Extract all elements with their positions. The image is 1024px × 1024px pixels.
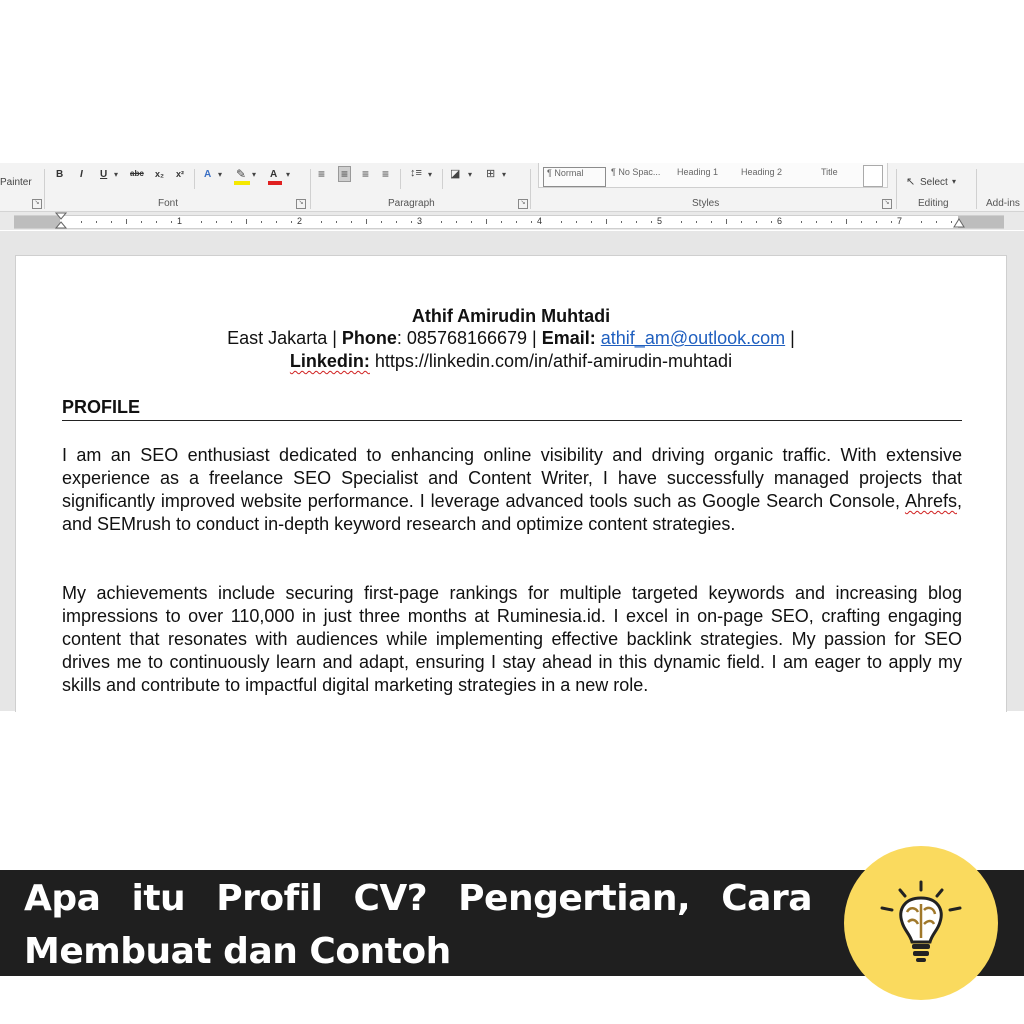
ribbon-separator [976, 169, 977, 209]
ruler-tick [441, 221, 442, 223]
ruler-number: 7 [897, 216, 903, 226]
ribbon-separator [194, 169, 195, 189]
ruler-tick [291, 221, 292, 223]
format-painter-button[interactable]: Painter [0, 177, 32, 188]
shading-icon[interactable]: ◪ [450, 168, 461, 180]
select-button[interactable]: Select [920, 177, 948, 188]
ruler-tick [951, 221, 952, 223]
section-heading: PROFILE [62, 397, 962, 421]
ruler-area [0, 212, 1024, 230]
styles-scroll-button[interactable] [863, 165, 883, 187]
ruler-tick [741, 221, 742, 223]
ruler-tick [621, 221, 622, 223]
style-normal[interactable]: ¶ Normal [543, 167, 606, 187]
style-title[interactable]: Title [821, 167, 838, 177]
ruler-tick [501, 221, 502, 223]
editing-group-label: Editing [918, 198, 949, 209]
phone-value: : 085768166679 [396, 328, 528, 348]
ruler-tick [381, 221, 382, 223]
ruler-tick [876, 221, 877, 223]
ruler-tick [486, 219, 487, 224]
profile-paragraph [62, 444, 962, 536]
ruler-tick [801, 221, 802, 223]
spelling-error-word[interactable]: Ahrefs [904, 491, 957, 511]
ruler-tick [831, 221, 832, 223]
ruler-tick [261, 221, 262, 223]
subscript-button[interactable]: x₂ [155, 169, 165, 179]
ribbon [0, 163, 1024, 212]
highlight-icon[interactable]: ✎ [236, 167, 247, 181]
document-page[interactable] [15, 255, 1007, 712]
ruler-number: 5 [657, 216, 663, 226]
ruler-tick [366, 219, 367, 224]
ruler-tick [81, 221, 82, 223]
ribbon-separator [44, 169, 45, 209]
ruler-number: 3 [417, 216, 423, 226]
style-heading-2[interactable]: Heading 2 [741, 167, 783, 177]
style-heading-1[interactable]: Heading 1 [677, 167, 719, 177]
linkedin-label: Linkedin: [289, 351, 370, 371]
highlight-color-bar [234, 181, 250, 185]
paragraph-text: , and SEMrush to conduct in-depth keyword research and optimize content strategies. [62, 491, 962, 534]
ruler-tick [351, 221, 352, 223]
font-group-label: Font [158, 198, 179, 209]
ruler-tick [156, 221, 157, 223]
ruler-tick [846, 219, 847, 224]
ruler-tick [726, 219, 727, 224]
location-text: East Jakarta [227, 328, 328, 348]
chevron-down-icon[interactable]: ▾ [428, 170, 433, 179]
ruler-tick [606, 219, 607, 224]
chevron-down-icon[interactable]: ▾ [114, 170, 119, 179]
ruler-tick [921, 221, 922, 223]
ruler-tick [651, 221, 652, 223]
ruler-tick [711, 221, 712, 223]
chevron-down-icon[interactable]: ▾ [468, 170, 473, 179]
ruler-tick [861, 221, 862, 223]
bold-button[interactable]: B [56, 169, 64, 180]
ruler-tick [111, 221, 112, 223]
chevron-down-icon[interactable]: ▾ [218, 170, 223, 179]
styles-group-label: Styles [692, 198, 720, 209]
right-indent-marker-icon[interactable] [953, 218, 965, 230]
resume-name: Athif Amirudin Muhtadi [411, 306, 611, 326]
ruler-tick [576, 221, 577, 223]
styles-gallery[interactable] [538, 163, 888, 188]
paragraph-text: I am an SEO enthusiast dedicated to enhancing online visibility and driving organic traffic. With extensive experience as a freelance SEO Specialist and Content Writer, I have successfully managed projects that significantly improved website performance. I leverage advanced tools such as Google Search Console, [62, 445, 962, 511]
ruler-tick [321, 221, 322, 223]
ribbon-separator [530, 169, 531, 209]
text-effects-icon[interactable]: A [204, 169, 212, 180]
brand-logo [844, 846, 998, 1000]
ribbon-separator [442, 169, 443, 189]
ruler-number: 2 [297, 216, 303, 226]
ruler-tick [756, 221, 757, 223]
ruler-tick [696, 221, 697, 223]
ruler-tick [936, 221, 937, 223]
strikethrough-button[interactable]: abc [130, 169, 144, 178]
font-color-icon[interactable]: A [270, 169, 278, 180]
ribbon-separator [896, 169, 897, 209]
justify-icon[interactable]: ≡ [382, 167, 390, 181]
font-launcher-icon[interactable]: ↘ [296, 199, 306, 209]
ruler-number: 1 [177, 216, 183, 226]
contact-line: East Jakarta | Phone: 085768166679 | Email: athif_am@outlook.com | [227, 328, 795, 348]
linkedin-line [16, 351, 1006, 372]
ruler-tick [126, 219, 127, 224]
email-link[interactable]: athif_am@outlook.com [600, 328, 786, 348]
cursor-arrow-icon: ↖ [906, 176, 916, 188]
ruler-tick [96, 221, 97, 223]
document-workspace [0, 231, 1024, 711]
ruler-tick [141, 221, 142, 223]
chevron-down-icon[interactable]: ▾ [286, 170, 291, 179]
ruler-tick [816, 221, 817, 223]
align-left-icon[interactable]: ≡ [318, 167, 326, 181]
ruler-tick [561, 221, 562, 223]
ruler-tick [681, 221, 682, 223]
align-right-icon[interactable]: ≡ [362, 167, 370, 181]
superscript-button[interactable]: x² [176, 169, 185, 179]
ruler-tick [396, 221, 397, 223]
indent-marker-icon[interactable] [55, 212, 67, 232]
ruler-tick [636, 221, 637, 223]
ruler-tick [531, 221, 532, 223]
ruler-tick [276, 221, 277, 223]
ruler-tick [336, 221, 337, 223]
ruler-tick [456, 221, 457, 223]
font-color-bar [268, 181, 282, 185]
paragraph-group-label: Paragraph [388, 198, 435, 209]
lightbulb-brain-icon [844, 846, 998, 1000]
ruler-number: 6 [777, 216, 783, 226]
ruler-tick [891, 221, 892, 223]
styles-launcher-icon[interactable]: ↘ [882, 199, 892, 209]
underline-button[interactable]: U [100, 169, 108, 180]
profile-paragraph: My achievements include securing first-page rankings for multiple targeted keywords and increasing blog impressions to over 110,000 in just three months at Ruminesia.id. I excel in on-page SEO, crafting engaging content that resonates with audiences while implementing effective backlink strategies. My passion for SEO drives me to continuously learn and adapt, ensuring I stay ahead in this dynamic field. I am eager to apply my skills and contribute to impactful digital marketing strategies in a new role. [62, 583, 962, 695]
ribbon-separator [400, 169, 401, 189]
ruler-tick [201, 221, 202, 223]
chevron-down-icon[interactable]: ▾ [502, 170, 507, 179]
ribbon-separator [310, 169, 311, 209]
ruler-tick [411, 221, 412, 223]
article-title: Apa itu Profil CV? Pengertian, Cara Membuat dan Contoh [24, 878, 812, 972]
ruler-number: 4 [537, 216, 543, 226]
chevron-down-icon[interactable]: ▾ [252, 170, 257, 179]
ruler-tick [591, 221, 592, 223]
line-spacing-icon[interactable]: ↕≡ [410, 167, 422, 179]
style-no-spacing[interactable]: ¶ No Spac... [611, 167, 661, 177]
chevron-down-icon[interactable]: ▾ [952, 177, 957, 186]
ruler-tick [771, 221, 772, 223]
ruler-tick [216, 221, 217, 223]
paragraph-launcher-icon[interactable]: ↘ [518, 199, 528, 209]
ruler-tick [471, 221, 472, 223]
clipboard-launcher-icon[interactable]: ↘ [32, 199, 42, 209]
align-center-icon[interactable]: ≡ [338, 166, 351, 182]
borders-icon[interactable]: ⊞ [486, 168, 496, 180]
italic-button[interactable]: I [80, 169, 83, 180]
ruler-tick [246, 219, 247, 224]
phone-label: Phone [341, 328, 397, 348]
ruler-tick [171, 221, 172, 223]
email-label: Email: [541, 328, 596, 348]
horizontal-ruler[interactable] [14, 215, 1004, 229]
ruler-tick [516, 221, 517, 223]
ruler-left-margin [14, 216, 60, 228]
ruler-tick [231, 221, 232, 223]
linkedin-url: https://linkedin.com/in/athif-amirudin-muhtadi [369, 351, 733, 371]
addins-group-label: Add-ins [986, 198, 1020, 209]
